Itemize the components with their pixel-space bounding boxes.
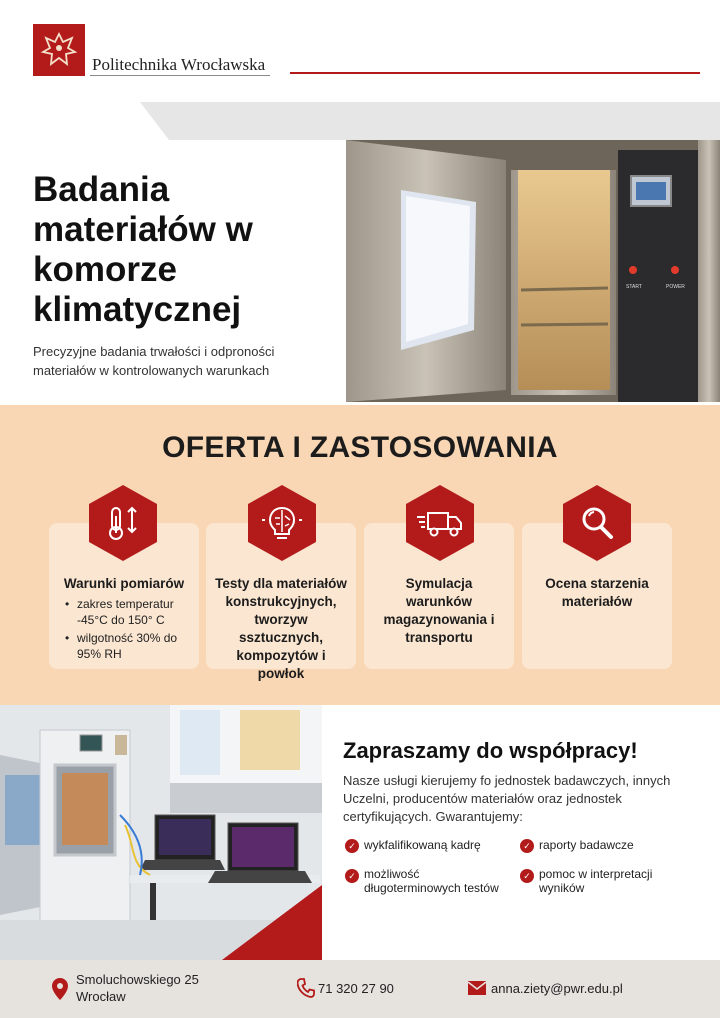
footer-phone[interactable]: 71 320 27 90 bbox=[318, 981, 394, 996]
conditions-list bbox=[63, 596, 195, 664]
check-icon: ✓ bbox=[345, 869, 359, 883]
list-item: • zakres temperatur -45°C do 150° C bbox=[63, 596, 195, 628]
guarantee-item: wykfalifikowaną kadrę bbox=[364, 838, 481, 852]
university-logo bbox=[33, 24, 85, 76]
chamber-power-label: POWER bbox=[666, 284, 685, 290]
decorative-band bbox=[140, 102, 720, 140]
eagle-emblem-icon bbox=[39, 30, 79, 70]
offer-section bbox=[0, 405, 720, 705]
check-icon: ✓ bbox=[345, 839, 359, 853]
check-icon: ✓ bbox=[520, 839, 534, 853]
cooperation-title: Zapraszamy do współpracy! bbox=[343, 738, 638, 763]
guarantee-item: raporty badawcze bbox=[539, 838, 634, 852]
check-icon: ✓ bbox=[520, 869, 534, 883]
card-title: Warunki pomiarów bbox=[63, 576, 185, 591]
cooperation-text: Nasze usługi kierujemy fo jednostek badawczych, innych Uczelni, producentów materiałów oraz jednostek certyfikujących. Gwarantujemy: bbox=[343, 773, 671, 824]
climate-chamber-photo bbox=[346, 140, 720, 402]
footer-email[interactable]: anna.ziety@pwr.edu.pl bbox=[491, 981, 623, 996]
location-pin-icon bbox=[52, 978, 68, 1000]
chamber-start-label: START bbox=[626, 284, 642, 290]
footer bbox=[0, 960, 720, 1018]
list-item: • wilgotność 30% do 95% RH bbox=[63, 630, 195, 662]
logo-underline bbox=[90, 75, 270, 76]
guarantee-item: możliwość długoterminowych testów bbox=[364, 867, 499, 895]
footer-address-line1: Smoluchowskiego 25 bbox=[76, 972, 199, 987]
email-icon bbox=[468, 981, 486, 995]
guarantee-item: pomoc w interpretacji wyników bbox=[539, 867, 653, 895]
footer-address-line2: Wrocław bbox=[76, 989, 126, 1004]
phone-icon bbox=[297, 978, 315, 998]
hero-subtitle: Precyzyjne badania trwałości i odproności materiałów w kontrolowanych warunkach bbox=[33, 344, 275, 378]
climate-chamber-illustration bbox=[346, 140, 720, 402]
hero-title: Badania materiałów w komorze klimatycznej bbox=[33, 170, 253, 329]
card-title: Ocena starzenia materiałów bbox=[545, 576, 649, 609]
card-title: Symulacja warunków magazynowania i transportu bbox=[383, 576, 495, 645]
university-name: Politechnika Wrocławska bbox=[92, 55, 266, 74]
header-divider bbox=[290, 72, 700, 74]
offer-title: OFERTA I ZASTOSOWANIA bbox=[162, 431, 558, 464]
card-title: Testy dla materiałów konstrukcyjnych, tworzyw ssztucznych, kompozytów i powłok bbox=[215, 576, 347, 681]
